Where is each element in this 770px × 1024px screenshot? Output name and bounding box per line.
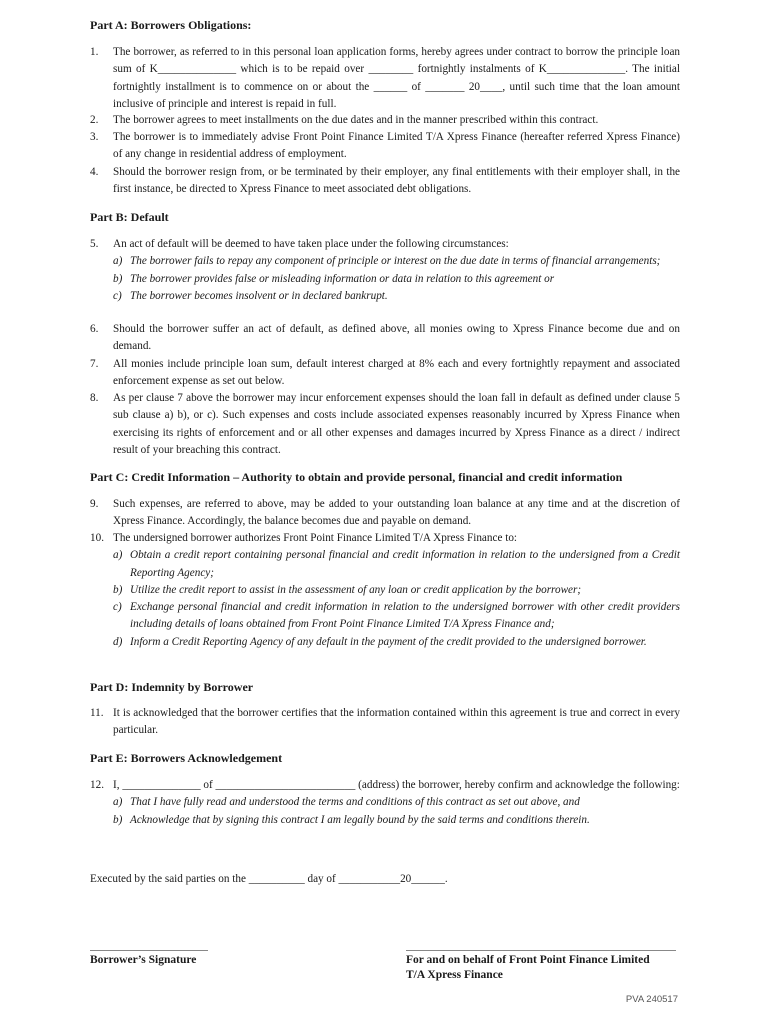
sub-clause: [113, 812, 680, 829]
sub-clause: [113, 634, 680, 651]
sub-letter: b): [113, 583, 123, 596]
clause-7: [90, 356, 680, 391]
sub-text: The borrower provides false or misleading information or data in relation to this agreement or: [130, 272, 555, 285]
clause-text: Such expenses, are referred to above, may be added to your outstanding loan balance at any time and at the discretion of Xpress Finance. Accordingly, the balance becomes due and payable on demand.: [113, 498, 680, 528]
part-e-heading: Part E: Borrowers Acknowledgement: [90, 751, 283, 765]
clause-text: The borrower is to immediately advise Front Point Finance Limited T/A Xpress Finance (hereafter referred Xpress Finance) of any change in residential address of employment.: [113, 131, 680, 161]
sub-letter: a): [113, 796, 123, 809]
clause-9: [90, 496, 680, 531]
lender-signature-label-1: For and on behalf of Front Point Finance Limited: [406, 954, 650, 966]
clause-number: 8.: [90, 392, 99, 404]
clause-2: [90, 112, 680, 129]
clause-text: The borrower, as referred to in this personal loan application forms, hereby agrees under contract to borrow the principle loan sum of K______________ which is to be repaid over ________ fortnightly instalments of K______________. The initial fortnightly installment is to commence on or about the ______ of _______ 20____, until such time that the loan amount inclusive of principle and interest is repaid in full.: [113, 46, 680, 110]
clause-number: 12.: [90, 779, 104, 791]
clause-text: The undersigned borrower authorizes Front Point Finance Limited T/A Xpress Finance to:: [113, 532, 518, 544]
clause-number: 1.: [90, 46, 99, 58]
clause-number: 2.: [90, 114, 99, 126]
clause-number: 3.: [90, 131, 99, 143]
sub-clause: [113, 582, 680, 599]
clause-text: All monies include principle loan sum, default interest charged at 8% each and every fortnightly repayment and associated enforcement expense as set out below.: [113, 358, 680, 388]
sub-clause: [113, 599, 680, 634]
clause-number: 11.: [90, 707, 104, 719]
sub-letter: b): [113, 272, 123, 285]
executed-line: Executed by the said parties on the __________ day of ___________20______.: [90, 873, 448, 885]
clause-text: I, ______________ of _________________________ (address) the borrower, hereby confirm and acknowledge the following:: [113, 779, 680, 791]
clause-4: [90, 164, 680, 199]
sub-clause: [113, 794, 680, 811]
clause-1: [90, 44, 680, 113]
clause-10: [90, 530, 680, 651]
part-d-heading: Part D: Indemnity by Borrower: [90, 680, 254, 694]
sub-text: Exchange personal financial and credit information in relation to the undersigned borrower with other credit providers including details of loans obtained from Front Point Finance Limited T/A Xpress Finance and;: [130, 601, 680, 631]
sub-text: Obtain a credit report containing personal financial and credit information in relation to the undersigned from a Credit Reporting Agency;: [130, 549, 680, 579]
sub-text: Inform a Credit Reporting Agency of any default in the payment of the credit provided to the undersigned borrower.: [130, 635, 647, 648]
sub-clause: [113, 253, 680, 270]
clause-number: 5.: [90, 238, 99, 250]
clause-number: 6.: [90, 323, 99, 335]
sub-text: The borrower becomes insolvent or in declared bankrupt.: [130, 289, 388, 302]
sub-clause: [113, 547, 680, 582]
sub-clause: [113, 288, 680, 305]
sub-letter: a): [113, 255, 123, 268]
part-a-heading: Part A: Borrowers Obligations:: [90, 18, 252, 32]
sub-letter: a): [113, 549, 123, 562]
sub-text: The borrower fails to repay any component of principle or interest on the due date in terms of financial arrangements;: [130, 255, 661, 268]
clause-6: [90, 321, 680, 356]
lender-signature-line: [406, 950, 676, 951]
clause-number: 9.: [90, 498, 99, 510]
borrower-signature-line: [90, 950, 208, 951]
clause-number: 7.: [90, 358, 99, 370]
sub-letter: d): [113, 635, 123, 648]
sub-letter: c): [113, 289, 122, 302]
sub-text: That I have fully read and understood the terms and conditions of this contract as set out above, and: [130, 796, 580, 809]
borrower-signature-label: Borrower’s Signature: [90, 954, 197, 966]
clause-number: 4.: [90, 166, 99, 178]
clause-5: [90, 236, 680, 305]
clause-text: Should the borrower resign from, or be terminated by their employer, any final entitlements with their employer shall, in the first instance, be directed to Xpress Finance to meet associated debt obligations.: [113, 166, 680, 196]
sub-text: Acknowledge that by signing this contract I am legally bound by the said terms and conditions therein.: [130, 813, 590, 826]
sub-text: Utilize the credit report to assist in the assessment of any loan or credit application by the borrower;: [130, 583, 582, 596]
clause-12: [90, 777, 680, 829]
lender-signature-label-2: T/A Xpress Finance: [406, 969, 503, 981]
clause-number: 10.: [90, 532, 104, 544]
clause-text: Should the borrower suffer an act of default, as defined above, all monies owing to Xpress Finance become due and on demand.: [113, 323, 680, 353]
clause-text: It is acknowledged that the borrower certifies that the information contained within this agreement is true and correct in every particular.: [113, 707, 680, 737]
clause-text: The borrower agrees to meet installments on the due dates and in the manner prescribed within this contract.: [113, 114, 599, 126]
sub-letter: c): [113, 601, 122, 614]
form-code: PVA 240517: [625, 994, 678, 1005]
part-c-heading: Part C: Credit Information – Authority to obtain and provide personal, financial and credit information: [90, 470, 623, 484]
clause-11: [90, 705, 680, 740]
part-b-heading: Part B: Default: [90, 210, 169, 224]
sub-clause: [113, 271, 680, 288]
clause-8: [90, 390, 680, 459]
clause-text: An act of default will be deemed to have taken place under the following circumstances:: [113, 238, 509, 250]
clause-text: As per clause 7 above the borrower may incur enforcement expenses should the loan fall in default as defined under clause 5 sub clause a) b), or c). Such expenses and costs include associated expenses reasonably incurred by Xpress Finance when exercising its rights of enforcement and or all other expenses and damages incurred by Xpress Finance as a direct / indirect result of your breaching this contract.: [113, 392, 680, 456]
clause-3: [90, 129, 680, 164]
sub-letter: b): [113, 813, 123, 826]
